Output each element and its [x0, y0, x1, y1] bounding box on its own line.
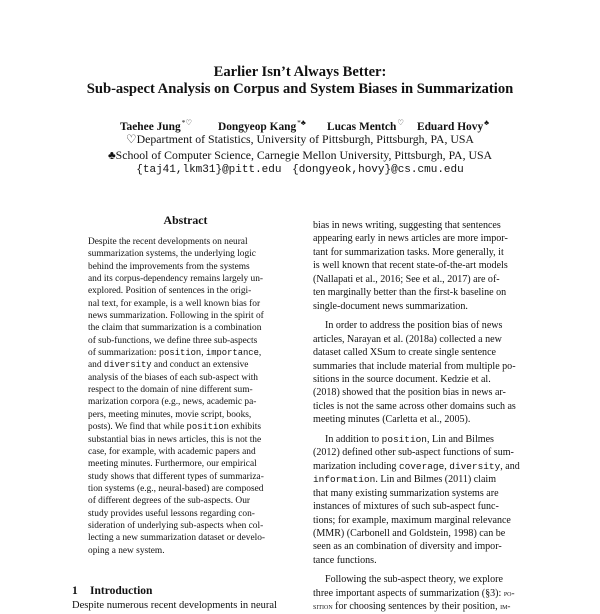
abstract-line: analysis of the biases of each sub-aspect with — [88, 372, 258, 383]
abstract-line: pers, meeting minutes, movie script, books, — [88, 409, 252, 420]
abstract-line: oping a new system. — [88, 545, 165, 556]
body-line: appearing early in news articles are more impor- — [313, 233, 508, 245]
abstract-line: and diversity and conduct an extensive — [88, 360, 249, 371]
body-line: In order to address the position bias of news — [325, 320, 503, 332]
section-heading-introduction — [72, 585, 152, 597]
abstract-line: meeting minutes. Furthermore, our empirical — [88, 459, 257, 470]
introduction-first-line: Despite numerous recent developments in neural — [72, 600, 277, 611]
author-emails: {taj41,lkm31}@pitt.edu {dongyeok,hovy}@cs.cmu.edu — [136, 164, 464, 176]
abstract-line: summarization systems, the underlying logic — [88, 249, 256, 260]
author-marks: *♡ — [181, 118, 193, 127]
abstract-line: respect to the domain of nine different sum- — [88, 385, 253, 396]
body-line: summaries that include material from multiple po- — [313, 360, 516, 372]
body-line: sition for choosing sentences by their position, im- — [313, 601, 511, 613]
abstract-line: substantial bias in news articles, this is not the — [88, 434, 262, 445]
affiliation-statistics: ♡Department of Statistics, University of Pittsburgh, Pittsburgh, PA, USA — [126, 132, 474, 146]
body-line: ten marginally better than the first-k baseline on — [313, 287, 507, 299]
body-line: (Nallapati et al., 2016; See et al., 2017) are of- — [313, 273, 500, 285]
abstract-line: nal text, for example, is a well known bias for — [88, 298, 261, 309]
body-line: (2012) defined other sub-aspect functions of sum- — [313, 447, 514, 459]
abstract-line: Despite the recent developments on neural — [88, 237, 248, 247]
author-marks: ♣ — [484, 118, 490, 127]
abstract-line: lecting a new summarization dataset or develo- — [88, 533, 266, 544]
author-marks: *♣ — [297, 118, 306, 127]
abstract-line: marization corpora (e.g., news, academic pa- — [88, 397, 257, 408]
body-line: that many existing summarization systems are — [313, 487, 499, 499]
body-line: information. Lin and Bilmes (2011) claim — [313, 474, 497, 486]
abstract-heading: Abstract — [163, 213, 208, 227]
author-name: Dongyeop Kang — [218, 120, 297, 133]
author-name: Taehee Jung — [120, 120, 181, 133]
author-name: Lucas Mentch — [327, 120, 397, 133]
section-number: 1 — [72, 585, 78, 597]
abstract-line: behind the improvements from the systems — [88, 261, 250, 272]
author-name: Eduard Hovy — [417, 120, 484, 133]
abstract-body — [88, 236, 285, 557]
right-column-body — [313, 219, 553, 614]
body-line: sitions in the source document. Kedzie et al. — [313, 373, 491, 385]
body-line: In addition to position, Lin and Bilmes — [325, 433, 494, 445]
section-title: Introduction — [90, 585, 153, 597]
affiliation-cs: ♣School of Computer Science, Carnegie Mellon University, Pittsburgh, PA, USA — [107, 148, 493, 162]
author-marks: ♡ — [397, 118, 405, 127]
body-line: (MMR) (Carbonell and Goldstein, 1998) can be — [313, 527, 506, 539]
abstract-line: and its corpus-dependency remains largely un- — [88, 274, 264, 285]
body-line: articles, Narayan et al. (2018a) collected a new — [313, 333, 502, 345]
abstract-line: study provides useful lessons regarding con- — [88, 508, 255, 519]
abstract-line: sideration of underlying sub-aspects when col- — [88, 520, 264, 531]
abstract-line: of different degrees of the sub-aspects. Our — [88, 496, 251, 507]
body-line: bias in news writing, suggesting that sentences — [313, 220, 501, 231]
body-line: Following the sub-aspect theory, we explore — [325, 574, 503, 586]
abstract-line: case, for example, with academic papers and — [88, 446, 256, 457]
abstract-line: tion systems (e.g., neural-based) are composed — [88, 483, 264, 494]
abstract-line: of summarization: position, importance, — [88, 348, 262, 359]
body-line: instances of mixtures of such sub-aspect func- — [313, 501, 499, 513]
body-line: tance functions. — [313, 554, 377, 566]
abstract-line: of sub-functions, we define three sub-aspects — [88, 335, 258, 346]
abstract-line: explored. Position of sentences in the origi- — [88, 286, 252, 297]
body-line: meeting minutes (Carletta et al., 2005). — [313, 414, 471, 426]
body-line: tant for summarization tasks. More generally, it — [313, 246, 504, 258]
body-line: dataset called XSum to create single sentence — [313, 347, 497, 359]
abstract-line: posts). We find that while position exhibits — [88, 422, 261, 433]
body-line: is well known that recent state-of-the-art models — [313, 260, 508, 272]
body-line: ticles is not the same across other domains such as — [313, 400, 516, 412]
body-line: (2018) showed that the position bias in news ar- — [313, 387, 506, 399]
body-line: tions; for example, maximum marginal relevance — [313, 514, 511, 526]
abstract-line: study shows that different types of summariza- — [88, 471, 264, 482]
body-line: seen as an combination of diversity and impor- — [313, 541, 502, 553]
body-line: single-document news summarization. — [313, 300, 468, 312]
paper-title-line-2: Sub-aspect Analysis on Corpus and System Biases in Summarization — [86, 81, 514, 97]
paper-title-line-1: Earlier Isn’t Always Better: — [213, 64, 387, 80]
body-line: three important aspects of summarization (§3): po- — [313, 587, 515, 599]
abstract-line: the claim that summarization is a combination — [88, 323, 262, 334]
abstract-line: news summarization. Following in the spirit of — [88, 311, 264, 322]
body-line: marization including coverage, diversity, and — [313, 460, 520, 472]
